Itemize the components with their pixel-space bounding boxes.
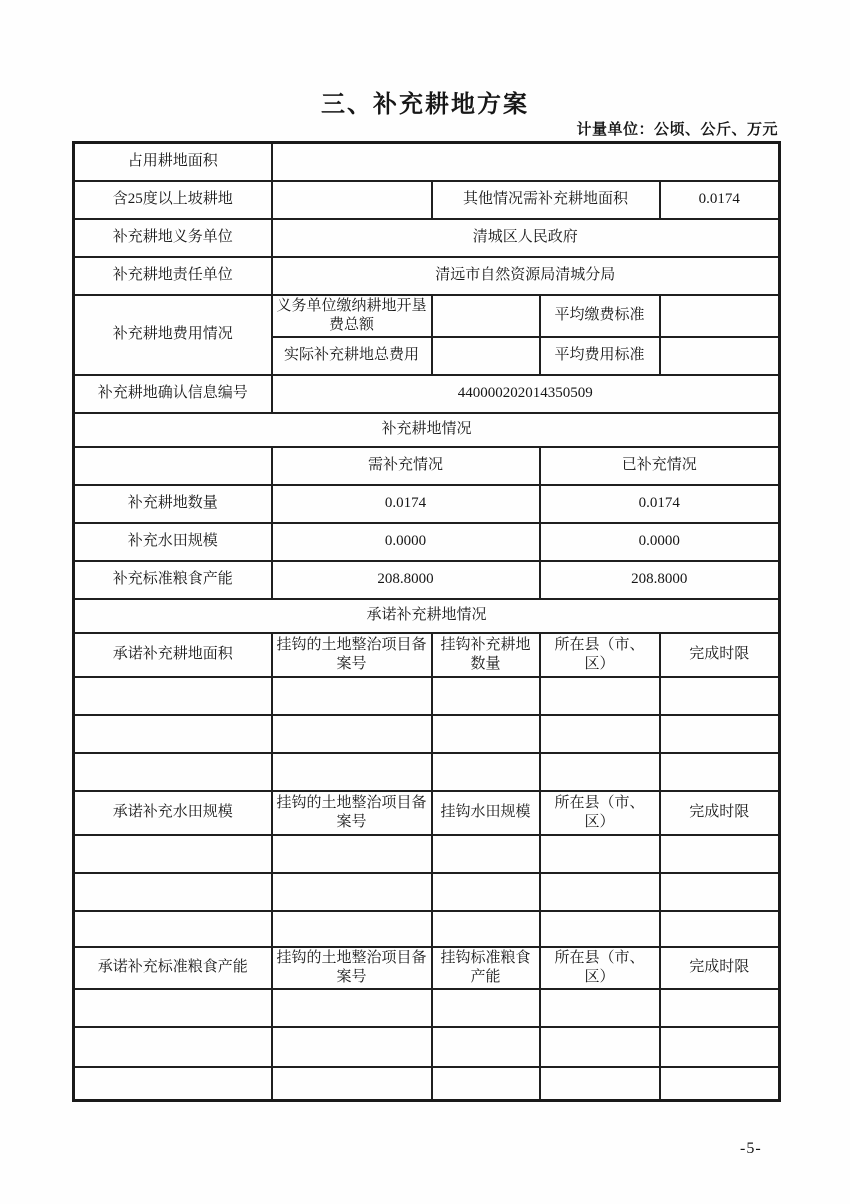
table-row (74, 447, 780, 485)
empty-cell (74, 873, 272, 911)
empty-cell (74, 1027, 272, 1067)
units-note: 计量单位：公顷、公斤、万元 (576, 122, 778, 138)
page-title: 三、补充耕地方案 (321, 92, 529, 118)
empty-cell (660, 989, 780, 1027)
empty-cell (432, 873, 540, 911)
empty-cell (432, 835, 540, 873)
empty-cell (540, 677, 660, 715)
col-header-linked-paddy: 挂钩水田规模 (432, 791, 540, 835)
empty-cell (272, 715, 432, 753)
cell-other-need-area-label: 其他情况需补充耕地面积 (432, 181, 660, 219)
page-number: -5- (740, 1140, 762, 1157)
col-header-deadline-3: 完成时限 (660, 947, 780, 989)
empty-cell (272, 1027, 432, 1067)
col-header-project-id-3: 挂钩的土地整治项目备案号 (272, 947, 432, 989)
empty-cell (272, 753, 432, 791)
cell-capacity-label: 补充标准粮食产能 (74, 561, 272, 599)
table-row (74, 181, 780, 219)
empty-cell (432, 677, 540, 715)
table-row (74, 375, 780, 413)
empty-cell (74, 835, 272, 873)
empty-cell (74, 447, 272, 485)
col-header-county-1: 所在县（市、区） (540, 633, 660, 677)
cell-responsible-unit-label: 补充耕地责任单位 (74, 257, 272, 295)
empty-cell (660, 1027, 780, 1067)
cell-occupied-area-value (272, 143, 780, 181)
cell-promise-area-label: 承诺补充耕地面积 (74, 633, 272, 677)
col-header-need: 需补充情况 (272, 447, 540, 485)
table-row (74, 835, 780, 873)
empty-cell (540, 835, 660, 873)
empty-cell (272, 677, 432, 715)
cell-capacity-completed: 208.8000 (540, 561, 780, 599)
empty-cell (432, 1067, 540, 1101)
empty-cell (74, 989, 272, 1027)
cell-confirmation-id-value: 440000202014350509 (272, 375, 780, 413)
cell-actual-fee-value (432, 337, 540, 375)
section-header-promise: 承诺补充耕地情况 (74, 599, 780, 633)
col-header-county-2: 所在县（市、区） (540, 791, 660, 835)
col-header-linked-quantity: 挂钩补充耕地数量 (432, 633, 540, 677)
cell-occupied-area-label: 占用耕地面积 (74, 143, 272, 181)
empty-cell (660, 753, 780, 791)
table-row (74, 1027, 780, 1067)
empty-cell (660, 911, 780, 947)
table-row (74, 219, 780, 257)
cell-reclamation-fee-value (432, 295, 540, 337)
table-row (74, 947, 780, 989)
table-row (74, 873, 780, 911)
cell-responsible-unit-value: 清远市自然资源局清城分局 (272, 257, 780, 295)
empty-cell (74, 715, 272, 753)
empty-cell (540, 911, 660, 947)
section-header-situation: 补充耕地情况 (74, 413, 780, 447)
cell-avg-cost-label: 平均费用标准 (540, 337, 660, 375)
col-header-linked-capacity: 挂钩标准粮食产能 (432, 947, 540, 989)
col-header-completed: 已补充情况 (540, 447, 780, 485)
col-header-deadline-1: 完成时限 (660, 633, 780, 677)
empty-cell (660, 715, 780, 753)
table-row (74, 257, 780, 295)
table-row (74, 677, 780, 715)
cell-reclamation-fee-label: 义务单位缴纳耕地开垦费总额 (272, 295, 432, 337)
empty-cell (540, 715, 660, 753)
col-header-project-id-1: 挂钩的土地整治项目备案号 (272, 633, 432, 677)
empty-cell (540, 1067, 660, 1101)
cell-promise-paddy-label: 承诺补充水田规模 (74, 791, 272, 835)
col-header-county-3: 所在县（市、区） (540, 947, 660, 989)
cell-confirmation-id-label: 补充耕地确认信息编号 (74, 375, 272, 413)
table-row (74, 485, 780, 523)
cell-obligation-unit-value: 清城区人民政府 (272, 219, 780, 257)
cell-obligation-unit-label: 补充耕地义务单位 (74, 219, 272, 257)
table-row (74, 753, 780, 791)
table-row (74, 911, 780, 947)
table-row (74, 523, 780, 561)
empty-cell (272, 989, 432, 1027)
empty-cell (74, 677, 272, 715)
empty-cell (432, 753, 540, 791)
cell-quantity-label: 补充耕地数量 (74, 485, 272, 523)
empty-cell (540, 873, 660, 911)
table-row (74, 633, 780, 677)
empty-cell (660, 677, 780, 715)
col-header-deadline-2: 完成时限 (660, 791, 780, 835)
cell-capacity-need: 208.8000 (272, 561, 540, 599)
cell-paddy-need: 0.0000 (272, 523, 540, 561)
empty-cell (74, 1067, 272, 1101)
cell-avg-cost-value (660, 337, 780, 375)
table-row (74, 791, 780, 835)
col-header-project-id-2: 挂钩的土地整治项目备案号 (272, 791, 432, 835)
supplement-land-form-table (72, 141, 781, 1102)
empty-cell (272, 911, 432, 947)
cell-avg-payment-label: 平均缴费标准 (540, 295, 660, 337)
empty-cell (432, 715, 540, 753)
empty-cell (74, 911, 272, 947)
cell-paddy-label: 补充水田规模 (74, 523, 272, 561)
empty-cell (540, 1027, 660, 1067)
table-row (74, 599, 780, 633)
cell-paddy-completed: 0.0000 (540, 523, 780, 561)
empty-cell (432, 1027, 540, 1067)
empty-cell (272, 835, 432, 873)
empty-cell (540, 753, 660, 791)
table-row (74, 715, 780, 753)
empty-cell (272, 873, 432, 911)
cell-promise-capacity-label: 承诺补充标准粮食产能 (74, 947, 272, 989)
table-row (74, 413, 780, 447)
table-row (74, 295, 780, 337)
empty-cell (432, 989, 540, 1027)
cell-other-need-area-value: 0.0174 (660, 181, 780, 219)
cell-quantity-need: 0.0174 (272, 485, 540, 523)
cell-slope-land-value (272, 181, 432, 219)
cell-fee-section-label: 补充耕地费用情况 (74, 295, 272, 375)
empty-cell (432, 911, 540, 947)
empty-cell (540, 989, 660, 1027)
table-row (74, 143, 780, 181)
table-row (74, 989, 780, 1027)
table-row (74, 1067, 780, 1101)
empty-cell (660, 1067, 780, 1101)
empty-cell (272, 1067, 432, 1101)
cell-slope-land-label: 含25度以上坡耕地 (74, 181, 272, 219)
empty-cell (74, 753, 272, 791)
cell-avg-payment-value (660, 295, 780, 337)
empty-cell (660, 835, 780, 873)
cell-quantity-completed: 0.0174 (540, 485, 780, 523)
table-row (74, 561, 780, 599)
cell-actual-fee-label: 实际补充耕地总费用 (272, 337, 432, 375)
empty-cell (660, 873, 780, 911)
